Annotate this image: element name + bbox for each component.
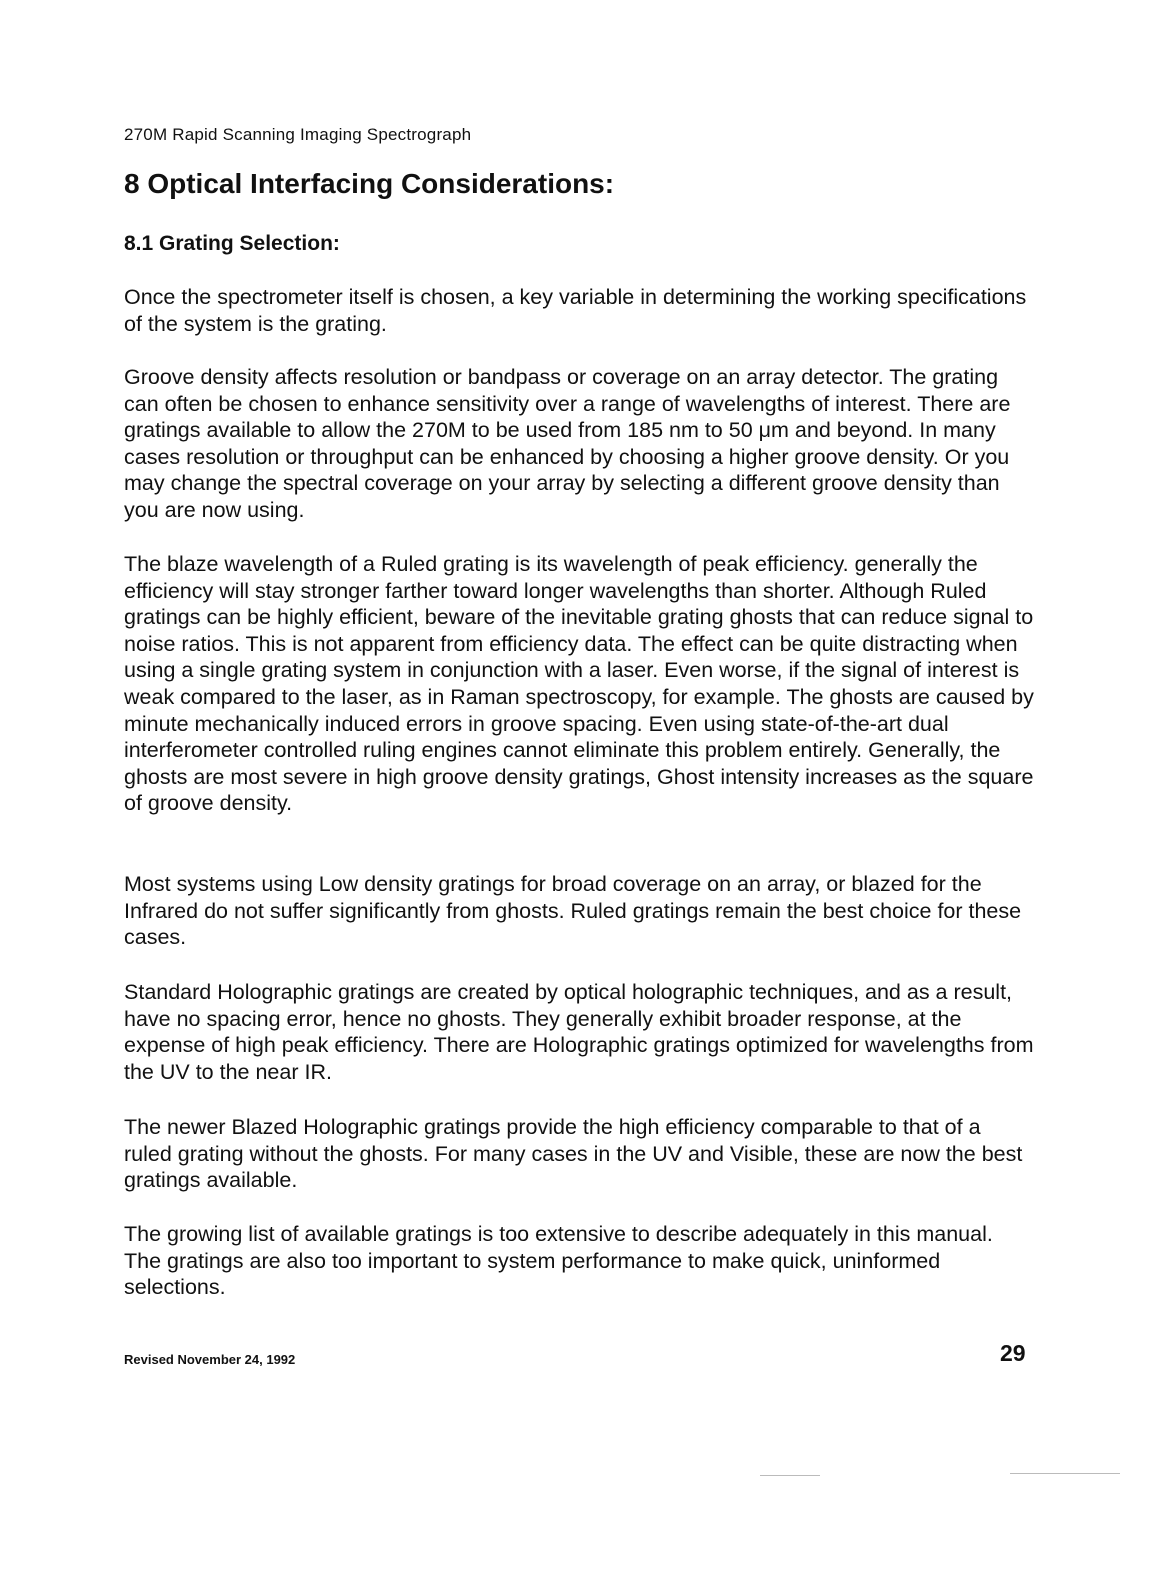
revision-date: Revised November 24, 1992 <box>124 1352 296 1367</box>
scan-noise-line <box>1010 1473 1120 1474</box>
paragraph-grating-list: The growing list of available gratings is too extensive to describe adequately in this manual. The gratings are also too important to system performance to make quick, uninformed selections. <box>124 1222 993 1300</box>
page-number: 29 <box>1000 1340 1026 1366</box>
paragraph-low-density: Most systems using Low density gratings for broad coverage on an array, or blazed for the Infrared do not suffer significantly from ghosts. Ruled gratings remain the best choice for these cases. <box>124 872 1022 950</box>
paragraph-intro: Once the spectrometer itself is chosen, a key variable in determining the working specifications of the system is the grating. <box>124 285 1027 336</box>
scan-noise-line <box>760 1475 820 1476</box>
paragraph-blazed-holographic: The newer Blazed Holographic gratings provide the high efficiency comparable to that of a ruled grating without the ghosts. For many cases in the UV and Visible, these are now the best gratings available. <box>124 1115 1023 1193</box>
paragraph-holographic: Standard Holographic gratings are created by optical holographic techniques, and as a result, have no spacing error, hence no ghosts. They generally exhibit broader response, at the expense of high peak efficiency. There are Holographic gratings optimized for wavelengths from the UV to the near IR. <box>124 980 1034 1084</box>
running-header: 270M Rapid Scanning Imaging Spectrograph <box>124 125 472 144</box>
subsection-title: 8.1 Grating Selection: <box>124 232 340 255</box>
section-title: 8 Optical Interfacing Considerations: <box>124 168 615 199</box>
paragraph-blaze-wavelength: The blaze wavelength of a Ruled grating is its wavelength of peak efficiency. generally the efficiency will stay stronger farther toward longer wavelengths than shorter. Although Ruled gratings can be highly efficient, beware of the inevitable grating ghosts that can reduce signal to noise ratios. This is not apparent from efficiency data. The effect can be quite distracting when using a single grating system in conjunction with a laser. Even worse, if the signal of interest is weak compared to the laser, as in Raman spectroscopy, for example. The ghosts are caused by minute mechanically induced errors in groove spacing. Even using state-of-the-art dual interferometer controlled ruling engines cannot eliminate this problem entirely. Generally, the ghosts are most severe in high groove density gratings, Ghost intensity increases as the square of groove density. <box>124 552 1034 816</box>
paragraph-groove-density: Groove density affects resolution or bandpass or coverage on an array detector. The grating can often be chosen to enhance sensitivity over a range of wavelengths of interest. There are gratings available to allow the 270M to be used from 185 nm to 50 μm and beyond. In many cases resolution or throughput can be enhanced by choosing a higher groove density. Or you may change the spectral coverage on your array by selecting a different groove density than you are now using. <box>124 365 1011 522</box>
